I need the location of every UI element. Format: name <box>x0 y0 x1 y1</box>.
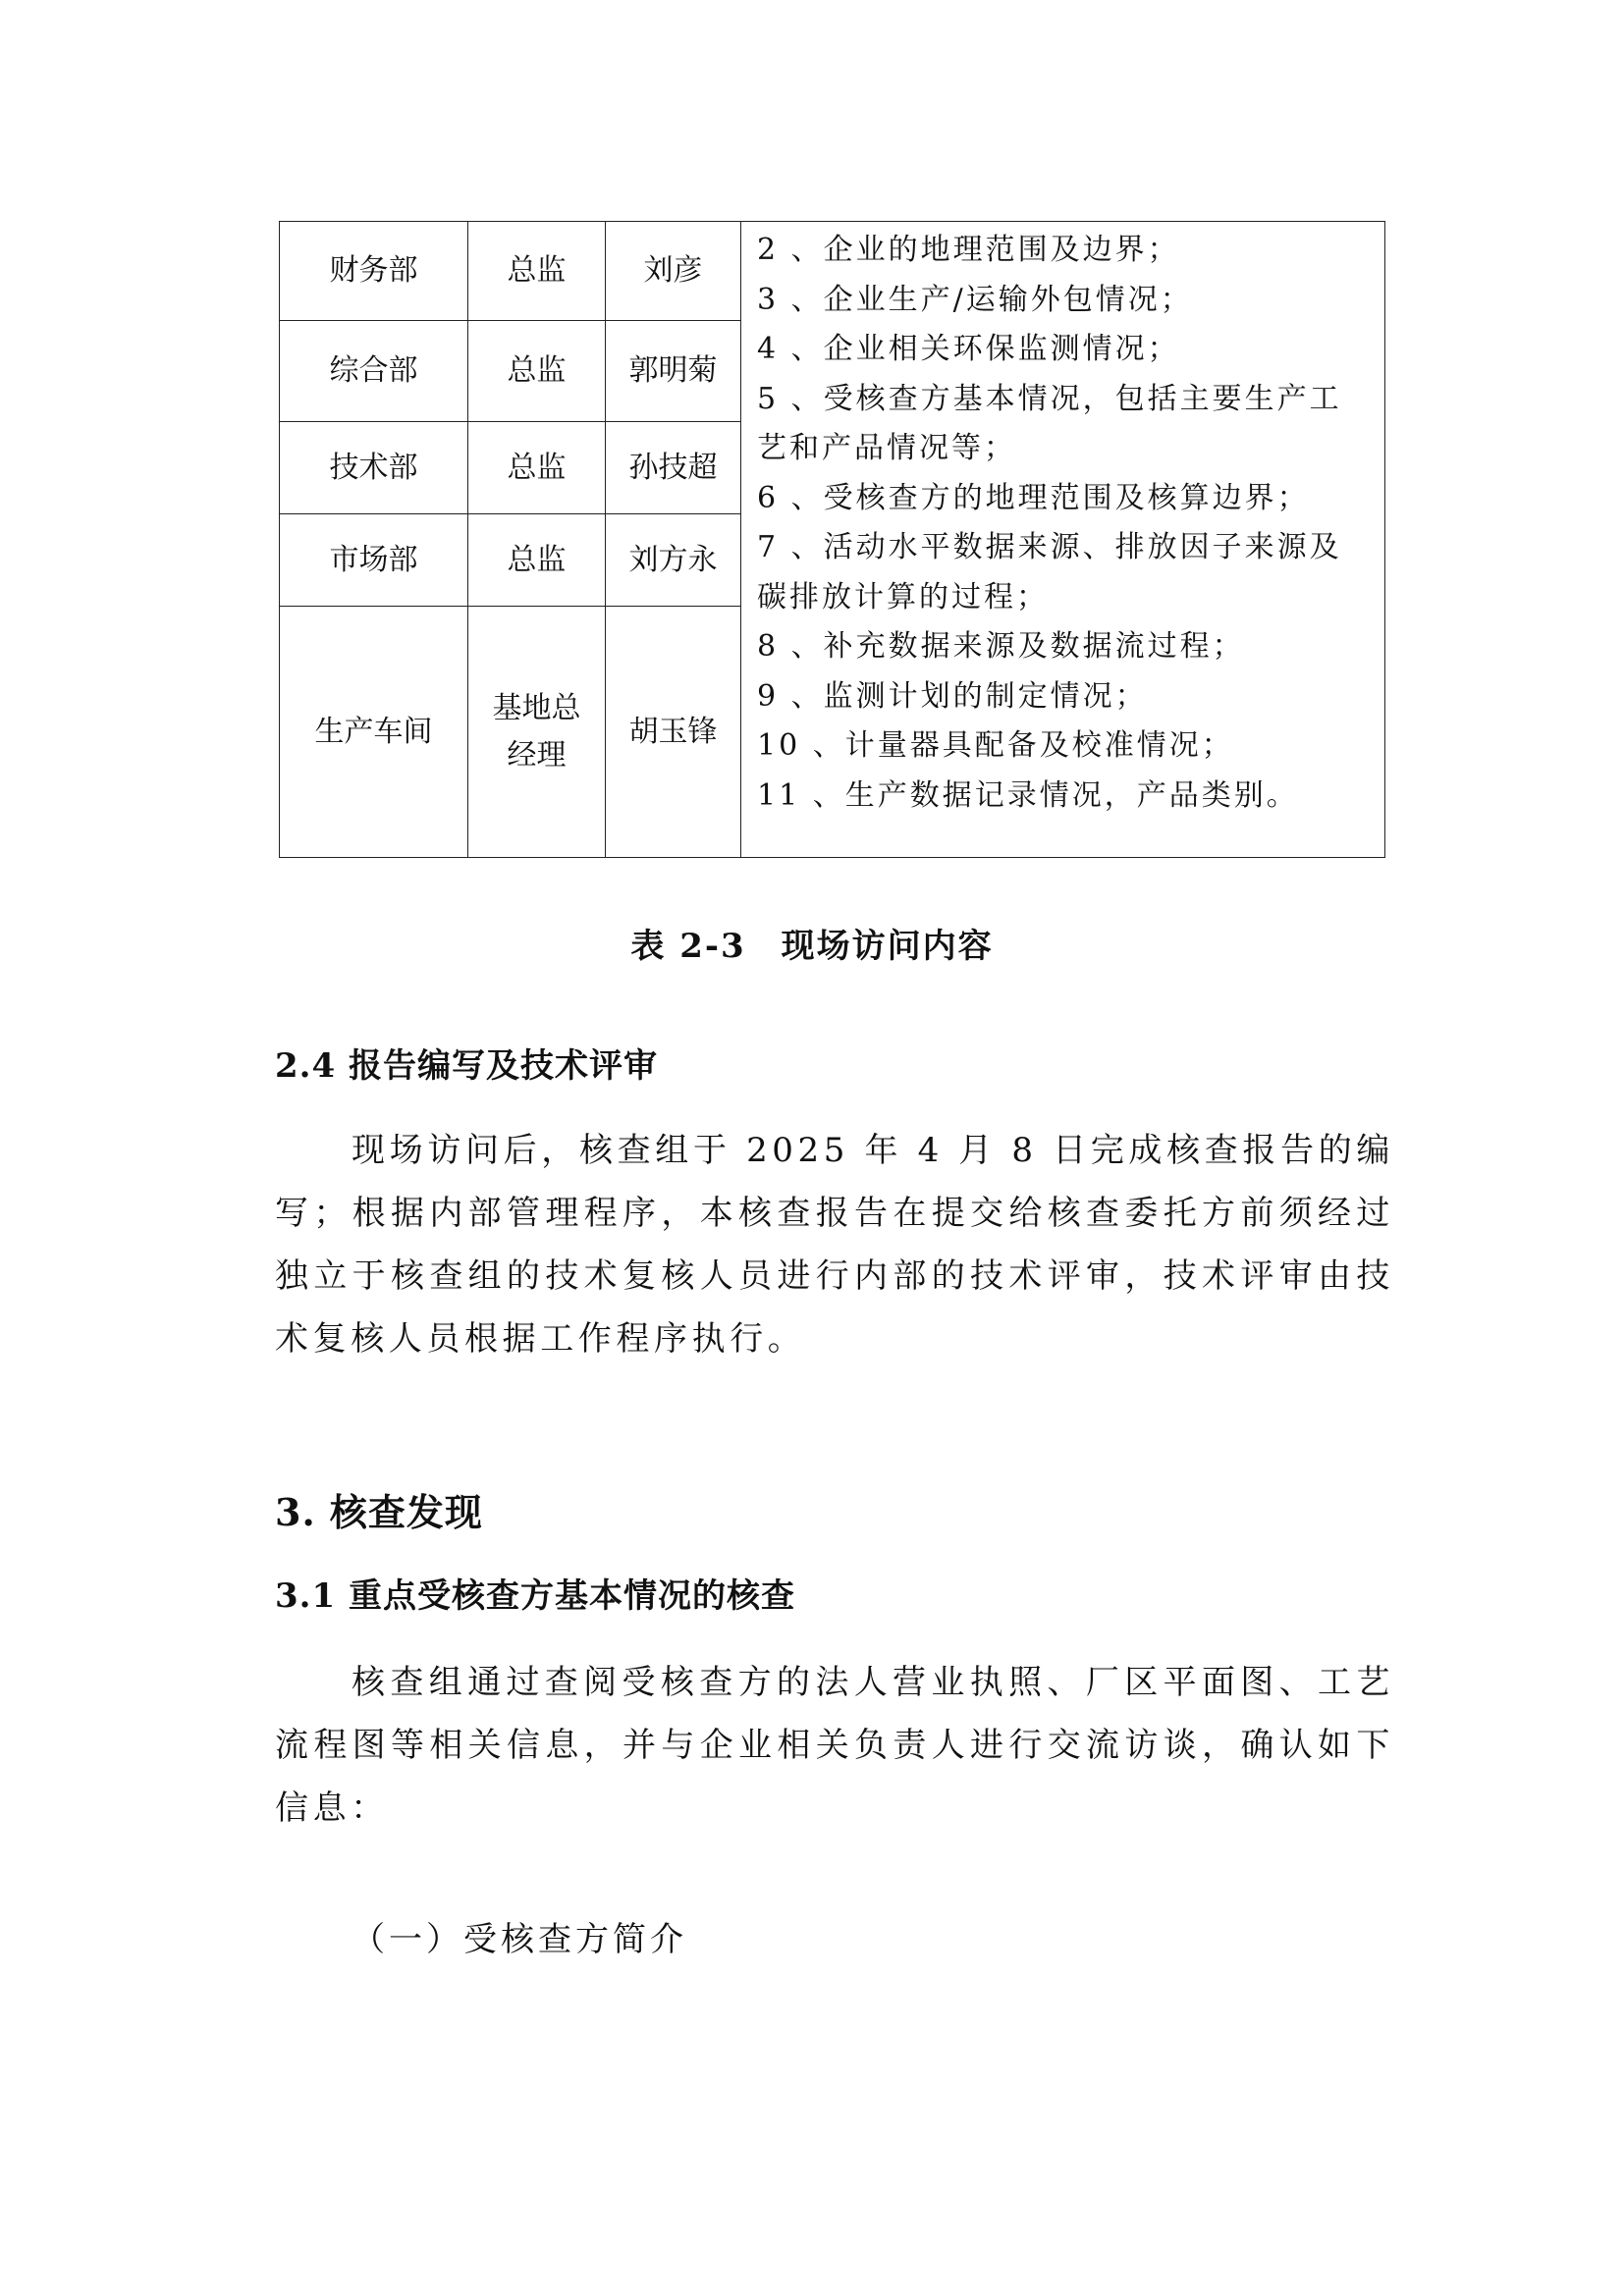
content-item: 11 、生产数据记录情况，产品类别。 <box>757 777 1299 813</box>
content-item: 7 、活动水平数据来源、排放因子来源及碳排放计算的过程； <box>757 530 1342 614</box>
name-cell: 胡玉锋 <box>606 607 741 858</box>
content-item: 3 、企业生产/运输外包情况； <box>757 282 1193 317</box>
dept-cell: 财务部 <box>280 222 468 321</box>
content-item: 5 、受核查方基本情况，包括主要生产工艺和产品情况等； <box>757 381 1342 465</box>
dept-cell: 生产车间 <box>280 607 468 858</box>
content-item: 10 、计量器具配备及校准情况； <box>757 728 1234 763</box>
table-caption: 表 2-3 现场访问内容 <box>630 927 994 966</box>
title-line: 经理 <box>507 737 567 773</box>
interview-table <box>279 221 1385 858</box>
title-line: 基地总 <box>492 690 581 725</box>
section-heading-3: 3. 核查发现 <box>275 1490 483 1534</box>
dept-cell: 市场部 <box>280 514 468 607</box>
name-cell: 郭明菊 <box>606 321 741 422</box>
section-heading-2-4: 2.4 报告编写及技术评审 <box>275 1046 658 1086</box>
name-cell: 刘方永 <box>606 514 741 607</box>
content-item: 4 、企业相关环保监测情况； <box>757 332 1180 366</box>
name-cell: 孙技超 <box>606 422 741 514</box>
subsection-heading: （一）受核查方简介 <box>352 1920 687 1959</box>
content-item: 6 、受核查方的地理范围及核算边界； <box>757 480 1310 515</box>
title-cell: 总监 <box>468 422 606 514</box>
name-cell: 刘彦 <box>606 222 741 321</box>
dept-cell: 技术部 <box>280 422 468 514</box>
section-2-4-paragraph: 现场访问后，核查组于 2025 年 4 月 8 日完成核查报告的编写；根据内部管理程序，本核查报告在提交给核查委托方前须经过独立于核查组的技术复核人员进行内部的技术评审，技术评审由技术复核人员根据工作程序执行。 <box>275 1131 1394 1359</box>
title-cell: 总监 <box>468 321 606 422</box>
section-3-1-paragraph: 核查组通过查阅受核查方的法人营业执照、厂区平面图、工艺流程图等相关信息，并与企业相关负责人进行交流访谈，确认如下信息： <box>275 1663 1394 1828</box>
title-cell: 总监 <box>468 222 606 321</box>
table-row <box>280 222 1385 321</box>
dept-cell: 综合部 <box>280 321 468 422</box>
interview-content-cell <box>741 222 1385 858</box>
section-heading-3-1: 3.1 重点受核查方基本情况的核查 <box>275 1576 795 1616</box>
content-item: 2 、企业的地理范围及边界； <box>757 233 1180 267</box>
title-cell <box>468 607 606 858</box>
title-cell: 总监 <box>468 514 606 607</box>
content-item: 9 、监测计划的制定情况； <box>757 678 1148 714</box>
content-item: 8 、补充数据来源及数据流过程； <box>757 629 1245 664</box>
